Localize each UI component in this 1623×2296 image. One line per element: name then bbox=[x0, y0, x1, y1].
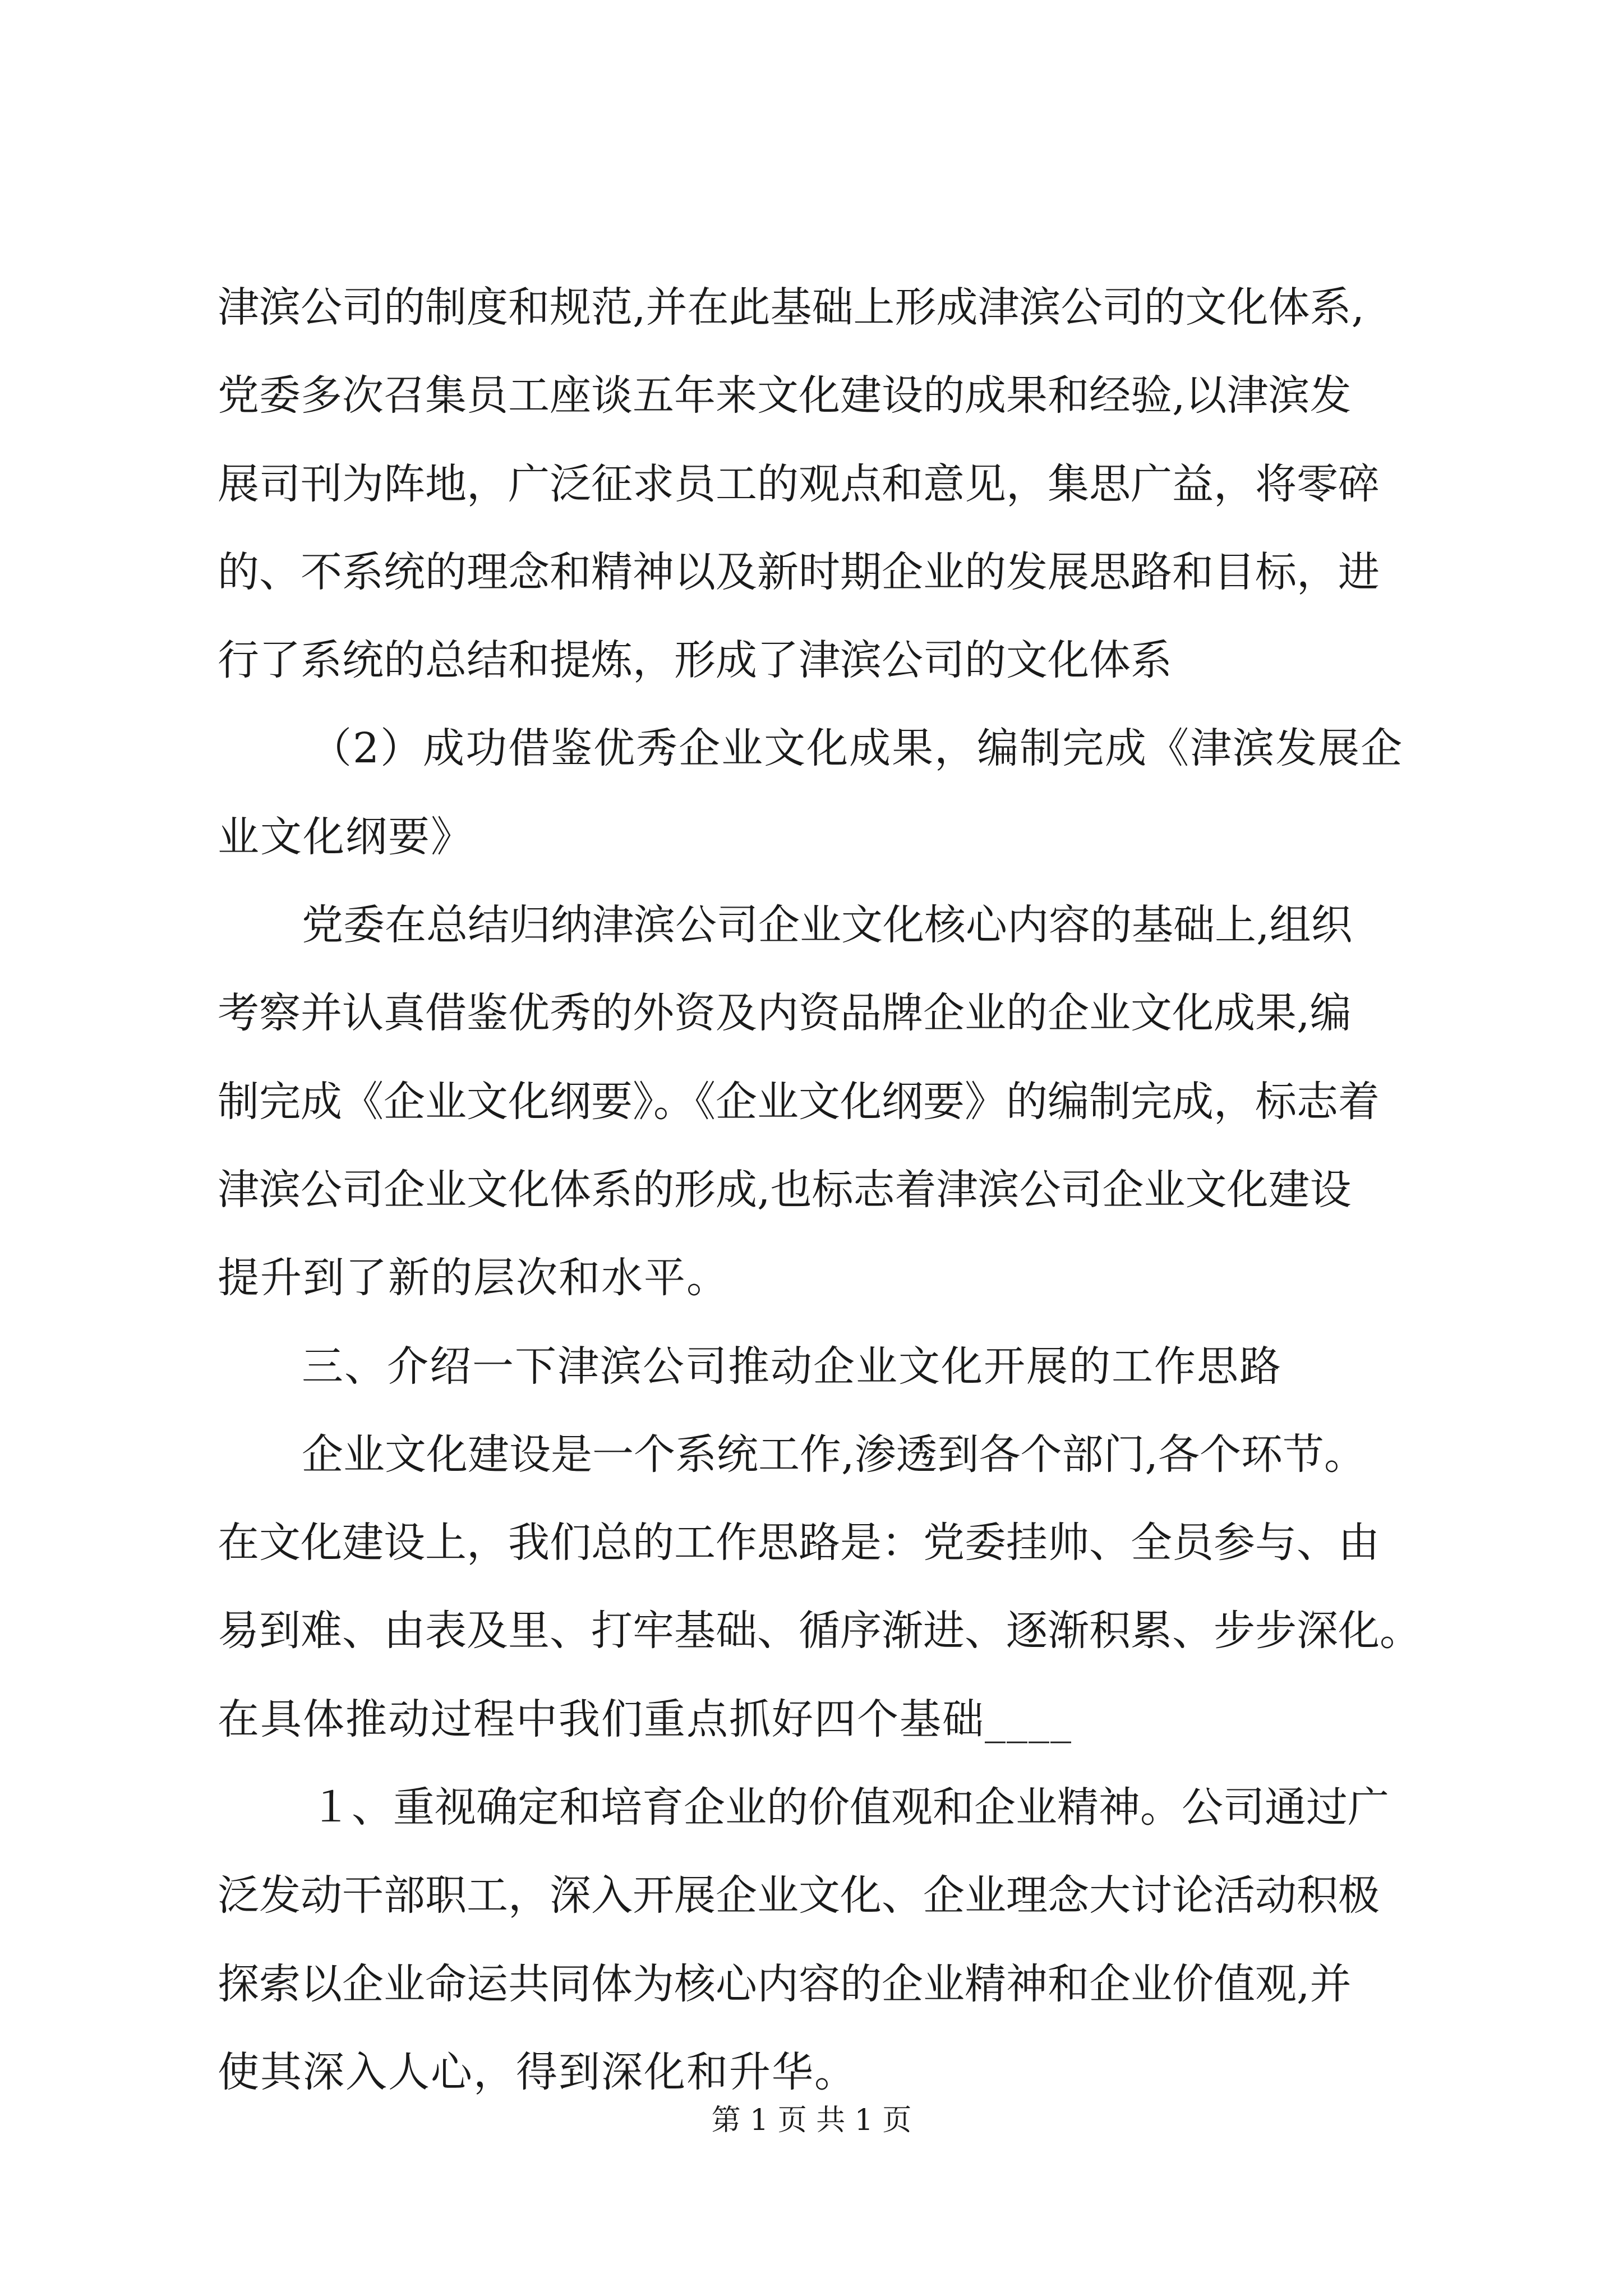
paragraph-line: 企业文化建设是一个系统工作,渗透到各个部门,各个环节。 bbox=[302, 1430, 1366, 1479]
paragraph-line: 制完成《企业文化纲要》。《企业文化纲要》的编制完成，标志着 bbox=[218, 1077, 1380, 1126]
paragraph-line: 行了系统的总结和提炼，形成了津滨公司的文化体系 bbox=[218, 636, 1172, 685]
paragraph-line: １、重视确定和培育企业的价值观和企业精神。公司通过广 bbox=[310, 1783, 1389, 1832]
section-heading-line: （2）成功借鉴优秀企业文化成果，编制完成《津滨发展企 bbox=[310, 724, 1404, 773]
paragraph-line: 提升到了新的层次和水平。 bbox=[218, 1254, 729, 1303]
paragraph-line: 易到难、由表及里、打牢基础、循序渐进、逐渐积累、步步深化。 bbox=[218, 1607, 1421, 1655]
paragraph-line: 党委多次召集员工座谈五年来文化建设的成果和经验,以津滨发 bbox=[218, 371, 1352, 420]
paragraph-line: 在具体推动过程中我们重点抓好四个基础____ bbox=[218, 1695, 1072, 1743]
section-heading-line: 三、介绍一下津滨公司推动企业文化开展的工作思路 bbox=[302, 1342, 1282, 1391]
paragraph-line: 展司刊为阵地，广泛征求员工的观点和意见，集思广益，将零碎 bbox=[218, 459, 1380, 508]
section-heading-line: 业文化纲要》 bbox=[218, 812, 473, 861]
paragraph-line: 使其深入人心，得到深化和升华。 bbox=[218, 2047, 857, 2096]
paragraph-line: 考察并认真借鉴优秀的外资及内资品牌企业的企业文化成果,编 bbox=[218, 989, 1352, 1038]
paragraph-line: 的、不系统的理念和精神以及新时期企业的发展思路和目标，进 bbox=[218, 547, 1380, 596]
paragraph-line: 津滨公司企业文化体系的形成,也标志着津滨公司企业文化建设 bbox=[218, 1165, 1352, 1214]
paragraph-line: 泛发动干部职工，深入开展企业文化、企业理念大讨论活动积极 bbox=[218, 1871, 1380, 1920]
paragraph-line: 津滨公司的制度和规范,并在此基础上形成津滨公司的文化体系, bbox=[218, 283, 1365, 332]
paragraph-line: 党委在总结归纳津滨公司企业文化核心内容的基础上,组织 bbox=[302, 901, 1353, 950]
paragraph-line: 在文化建设上，我们总的工作思路是：党委挂帅、全员参与、由 bbox=[218, 1519, 1380, 1567]
page-number-footer: 第 1 页 共 1 页 bbox=[711, 2104, 912, 2137]
body-text bbox=[218, 264, 1446, 2116]
paragraph-line: 探索以企业命运共同体为核心内容的企业精神和企业价值观,并 bbox=[218, 1959, 1352, 2008]
